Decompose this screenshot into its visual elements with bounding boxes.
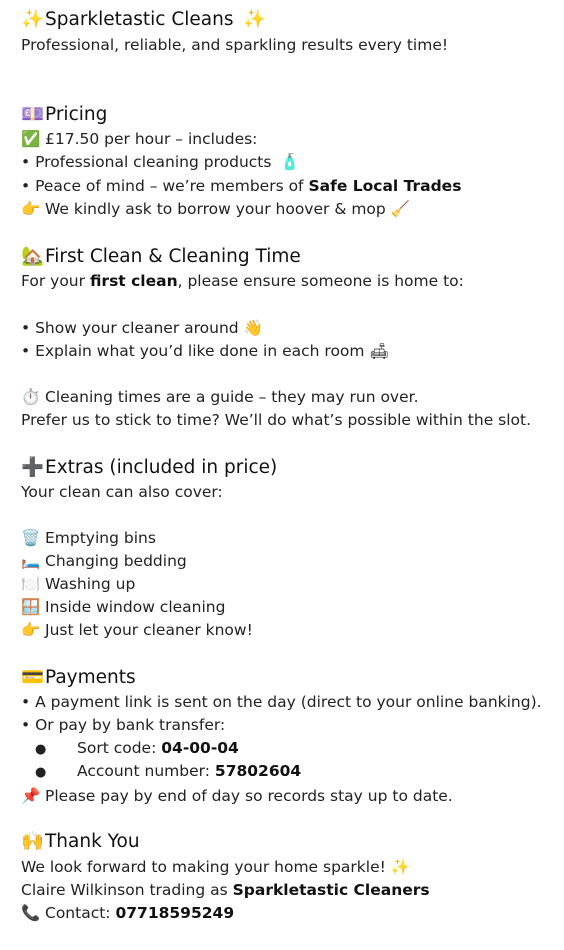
time-note: ⏱️ Cleaning times are a guide – they may run over. (21, 388, 419, 406)
sparkles-icon: ✨ (243, 9, 267, 30)
list-item: • Or pay by bank transfer: (21, 716, 226, 734)
pointing-hand-icon: 👉 (21, 200, 41, 218)
raised-hands-icon: 🙌 (21, 831, 45, 852)
list-item: 🛏️ Changing bedding (21, 552, 187, 570)
pushpin-icon: 📌 (21, 787, 41, 805)
lotion-bottle-icon: 🧴 (280, 153, 300, 171)
tagline: Professional, reliable, and sparkling results every time! (21, 36, 449, 54)
title-text: Sparkletastic Cleans (45, 9, 234, 30)
pricing-note: 👉 We kindly ask to borrow your hoover & mop 🧹 (21, 200, 411, 218)
list-item: 🍽️ Washing up (21, 575, 136, 593)
pointing-hand-icon: 👉 (21, 621, 41, 639)
sort-code-value: 04-00-04 (161, 739, 239, 757)
pricing-heading: 💷Pricing (21, 104, 108, 125)
business-name: Sparkletastic Cleaners (232, 881, 430, 899)
list-item: 🪟 Inside window cleaning (21, 598, 226, 616)
list-item: • A payment link is sent on the day (direct to your online banking). (21, 693, 542, 711)
bullet: ● (35, 765, 47, 780)
plate-icon: 🍽️ (21, 575, 41, 593)
account-number-row: ● Account number: 57802604 (21, 760, 301, 784)
payment-note: 📌 Please pay by end of day so records stay up to date. (21, 787, 453, 805)
extras-heading: ➕Extras (included in price) (21, 457, 278, 478)
list-item: • Peace of mind – we’re members of Safe Local Trades (21, 177, 462, 195)
time-note-2: Prefer us to stick to time? We’ll do what’s possible within the slot. (21, 411, 532, 429)
couch-icon: 🛋 (369, 342, 390, 360)
list-item: • Professional cleaning products 🧴 (21, 153, 300, 171)
wastebasket-icon: 🗑️ (21, 529, 41, 547)
bullet: • (21, 693, 31, 711)
sort-code-row: ● Sort code: 04-00-04 (21, 737, 239, 761)
list-item: 👉 Just let your cleaner know! (21, 621, 253, 639)
phone-icon: 📞 (21, 904, 41, 922)
sparkles-icon: ✨ (390, 858, 411, 876)
list-item: • Show your cleaner around 👋 (21, 319, 263, 337)
credit-card-icon: 💳 (21, 667, 45, 688)
stopwatch-icon: ⏱️ (21, 388, 41, 406)
bullet: • (21, 342, 31, 360)
bullet: ● (35, 742, 47, 757)
safe-local-trades: Safe Local Trades (308, 177, 462, 195)
bullet: • (21, 319, 31, 337)
first-clean-intro: For your first clean, please ensure someone is home to: (21, 272, 464, 290)
bed-icon: 🛏️ (21, 552, 41, 570)
payments-heading: 💳Payments (21, 667, 136, 688)
thanks-line-2: Claire Wilkinson trading as Sparkletastic Cleaners (21, 881, 430, 899)
bullet: • (21, 153, 31, 171)
account-number-value: 57802604 (214, 762, 302, 780)
thanks-heading: 🙌Thank You (21, 831, 140, 852)
page-title (21, 8, 266, 32)
plus-icon: ➕ (21, 457, 45, 478)
list-item: • Explain what you’d like done in each room 🛋 (21, 342, 390, 360)
pricing-rate: ✅ £17.50 per hour – includes: (21, 130, 258, 148)
money-icon: 💷 (21, 104, 45, 125)
list-item: 🗑️ Emptying bins (21, 529, 156, 547)
house-icon: 🏡 (21, 246, 45, 267)
sparkles-icon: ✨ (21, 9, 45, 30)
contact-line: 📞 Contact: 07718595249 (21, 904, 235, 922)
extras-intro: Your clean can also cover: (21, 483, 223, 501)
thanks-line-1: We look forward to making your home sparkle! ✨ (21, 858, 411, 876)
contact-number[interactable]: 07718595249 (115, 904, 235, 922)
first-clean-heading: 🏡First Clean & Cleaning Time (21, 246, 301, 267)
bullet: • (21, 716, 31, 734)
window-icon: 🪟 (21, 598, 41, 616)
broom-icon: 🧹 (390, 200, 411, 218)
waving-hand-icon: 👋 (243, 319, 263, 337)
check-icon: ✅ (21, 130, 41, 148)
bullet: • (21, 177, 31, 195)
